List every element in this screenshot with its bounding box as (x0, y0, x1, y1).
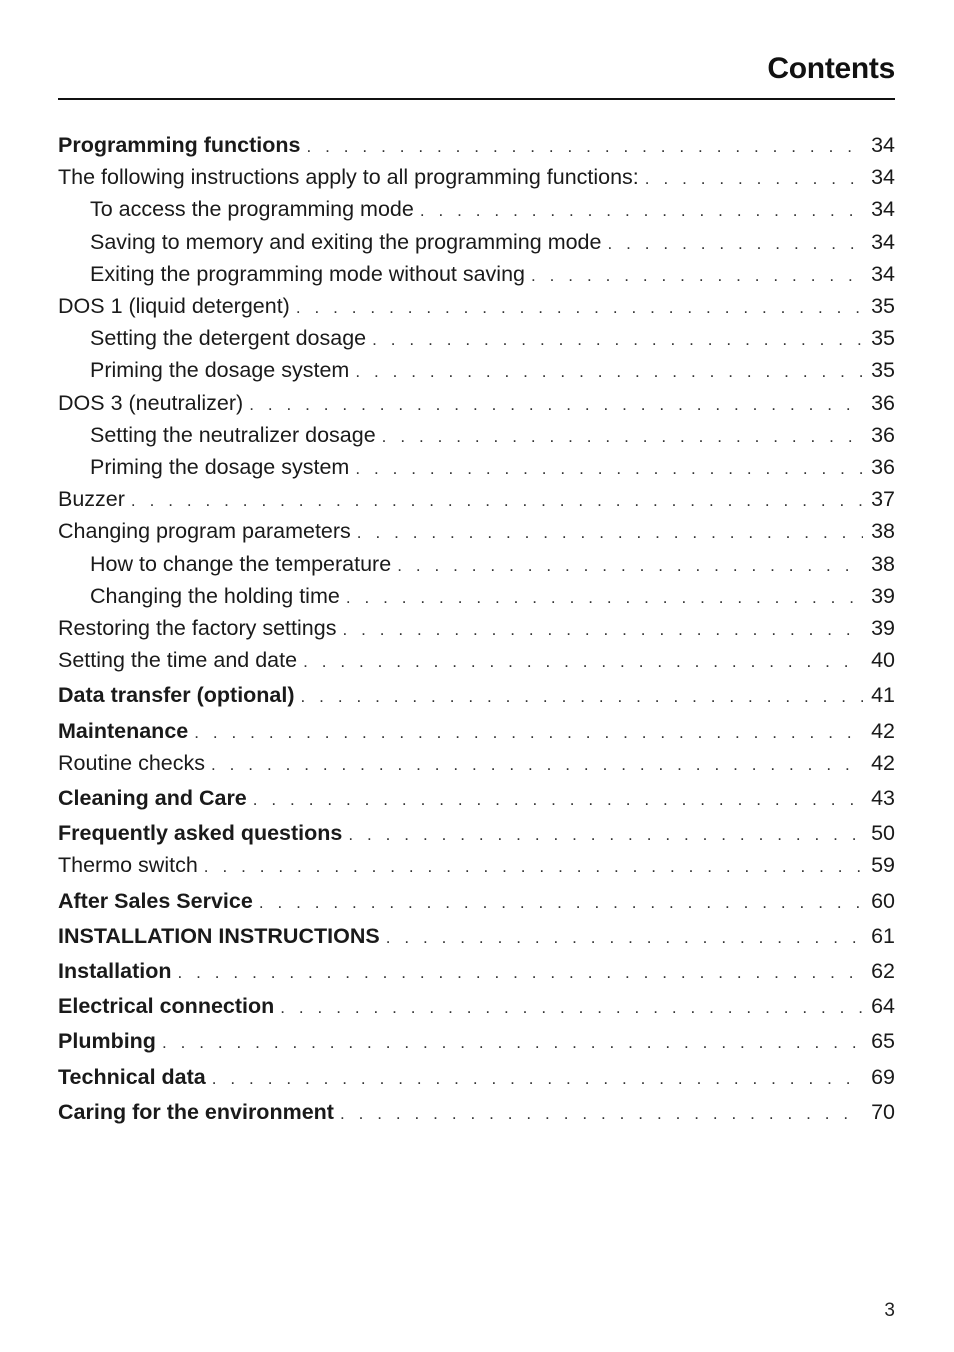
toc-leader-dots (249, 390, 863, 420)
toc-leader-dots (194, 718, 863, 748)
toc-leader-dots (645, 164, 863, 194)
toc-entry[interactable] (58, 1062, 895, 1094)
toc-entry-label: Buzzer (58, 487, 125, 512)
toc-entry-label: Frequently asked questions (58, 821, 343, 846)
toc-leader-dots (531, 261, 863, 291)
toc-entry-page: 37 (871, 487, 895, 512)
toc-entry[interactable] (58, 452, 895, 484)
toc-entry-label: Maintenance (58, 718, 189, 743)
toc-leader-dots (382, 422, 863, 452)
toc-entry[interactable] (58, 420, 895, 452)
page-title: Contents (767, 52, 895, 85)
toc-entry-label: Restoring the factory settings (58, 616, 337, 641)
toc-entry-page: 39 (871, 583, 895, 608)
toc-entry-page: 42 (871, 718, 895, 743)
toc-leader-dots (372, 325, 863, 355)
toc-entry-label: Programming functions (58, 133, 301, 157)
toc-entry[interactable] (58, 1026, 895, 1058)
toc-entry[interactable] (58, 581, 895, 613)
toc-entry-page: 43 (871, 786, 895, 811)
toc-entry[interactable] (58, 645, 895, 677)
toc-entry-page: 64 (871, 994, 895, 1019)
toc-entry-label: Setting the detergent dosage (90, 326, 367, 351)
toc-entry-page: 34 (871, 229, 895, 254)
toc-entry-page: 36 (871, 422, 895, 447)
toc-entry-label: Installation (58, 959, 172, 984)
toc-leader-dots (607, 229, 863, 259)
toc-leader-dots (212, 1064, 863, 1094)
toc-entry[interactable] (58, 850, 895, 882)
toc-entry-page: 36 (871, 390, 895, 415)
toc-entry[interactable] (58, 680, 895, 712)
toc-leader-dots (355, 357, 863, 387)
toc-leader-dots (131, 486, 863, 516)
toc-entry-page: 35 (871, 294, 895, 319)
toc-leader-dots (253, 785, 863, 815)
page-number: 3 (884, 1300, 895, 1321)
toc-entry-page: 38 (871, 551, 895, 576)
toc-entry-label: Technical data (58, 1064, 206, 1089)
toc-entry-page: 62 (871, 959, 895, 984)
toc-entry[interactable] (58, 921, 895, 953)
toc-entry[interactable] (58, 355, 895, 387)
toc-entry[interactable] (58, 484, 895, 516)
toc-entry[interactable] (58, 783, 895, 815)
toc-entry-page: 42 (871, 750, 895, 775)
toc-entry-page: 34 (871, 133, 895, 157)
toc-entry-page: 34 (871, 165, 895, 190)
toc-leader-dots (346, 583, 863, 613)
toc-entry[interactable] (58, 259, 895, 291)
toc-leader-dots (355, 454, 863, 484)
toc-entry-label: DOS 1 (liquid detergent) (58, 294, 290, 319)
toc-entry[interactable] (58, 886, 895, 918)
toc-entry[interactable] (58, 194, 895, 226)
toc-entry[interactable] (58, 818, 895, 850)
toc-entry[interactable] (58, 323, 895, 355)
toc-leader-dots (420, 196, 863, 226)
toc-entry[interactable] (58, 748, 895, 780)
toc-entry-page: 69 (871, 1064, 895, 1089)
toc-entry[interactable] (58, 956, 895, 988)
toc-leader-dots (342, 615, 863, 645)
toc-leader-dots (340, 1099, 863, 1129)
toc-entry-label: Changing program parameters (58, 519, 351, 544)
toc-entry-label: Thermo switch (58, 853, 198, 878)
toc-entry-label: Routine checks (58, 750, 205, 775)
toc-entry-page: 41 (871, 683, 895, 708)
toc-entry-page: 59 (871, 853, 895, 878)
toc-entry[interactable] (58, 716, 895, 748)
toc-entry[interactable] (58, 613, 895, 645)
toc-entry[interactable] (58, 227, 895, 259)
toc-entry[interactable] (58, 1097, 895, 1129)
toc-entry-label: Changing the holding time (90, 583, 340, 608)
toc-entry-label: DOS 3 (neutralizer) (58, 390, 244, 415)
toc-entry-page: 36 (871, 455, 895, 480)
toc-entry-page: 35 (871, 358, 895, 383)
toc-entry-page: 34 (871, 261, 895, 286)
toc-entry-page: 38 (871, 519, 895, 544)
toc-leader-dots (303, 647, 863, 677)
toc-entry-page: 39 (871, 616, 895, 641)
toc-entry-label: The following instructions apply to all programming functions: (58, 165, 639, 190)
toc-entry-page: 70 (871, 1099, 895, 1124)
toc-entry-label: Priming the dosage system (90, 358, 350, 383)
toc-leader-dots (177, 958, 863, 988)
table-of-contents (58, 130, 895, 1129)
toc-entry-label: To access the programming mode (90, 197, 414, 222)
toc-entry[interactable] (58, 130, 895, 162)
toc-entry-label: Plumbing (58, 1029, 156, 1054)
toc-leader-dots (306, 132, 863, 162)
toc-leader-dots (204, 852, 863, 882)
toc-entry[interactable] (58, 162, 895, 194)
toc-entry-label: How to change the temperature (90, 551, 392, 576)
toc-leader-dots (280, 993, 863, 1023)
toc-entry-page: 34 (871, 197, 895, 222)
toc-entry-label: Saving to memory and exiting the programming mode (90, 229, 602, 254)
toc-entry-label: After Sales Service (58, 888, 253, 913)
toc-entry-page: 61 (871, 923, 895, 948)
toc-entry[interactable] (58, 516, 895, 548)
toc-entry-label: Exiting the programming mode without saving (90, 261, 525, 286)
toc-entry-label: INSTALLATION INSTRUCTIONS (58, 923, 380, 948)
toc-entry-page: 50 (871, 821, 895, 846)
toc-entry-label: Electrical connection (58, 994, 275, 1019)
toc-leader-dots (259, 888, 863, 918)
toc-leader-dots (357, 518, 863, 548)
toc-entry-label: Setting the time and date (58, 648, 298, 673)
toc-entry-label: Caring for the environment (58, 1099, 334, 1124)
header-divider (58, 98, 895, 100)
toc-leader-dots (348, 820, 863, 850)
toc-entry[interactable] (58, 991, 895, 1023)
toc-leader-dots (296, 293, 863, 323)
toc-entry[interactable] (58, 388, 895, 420)
toc-entry-page: 65 (871, 1029, 895, 1054)
toc-entry-label: Priming the dosage system (90, 455, 350, 480)
toc-entry-label: Setting the neutralizer dosage (90, 422, 376, 447)
toc-leader-dots (162, 1028, 863, 1058)
toc-leader-dots (301, 682, 863, 712)
toc-leader-dots (386, 923, 863, 953)
toc-entry-page: 35 (871, 326, 895, 351)
toc-entry[interactable] (58, 291, 895, 323)
toc-entry-page: 40 (871, 648, 895, 673)
toc-leader-dots (211, 750, 863, 780)
toc-entry-page: 60 (871, 888, 895, 913)
toc-entry[interactable] (58, 549, 895, 581)
toc-entry-label: Cleaning and Care (58, 786, 247, 811)
toc-leader-dots (397, 551, 863, 581)
toc-entry-label: Data transfer (optional) (58, 683, 295, 708)
